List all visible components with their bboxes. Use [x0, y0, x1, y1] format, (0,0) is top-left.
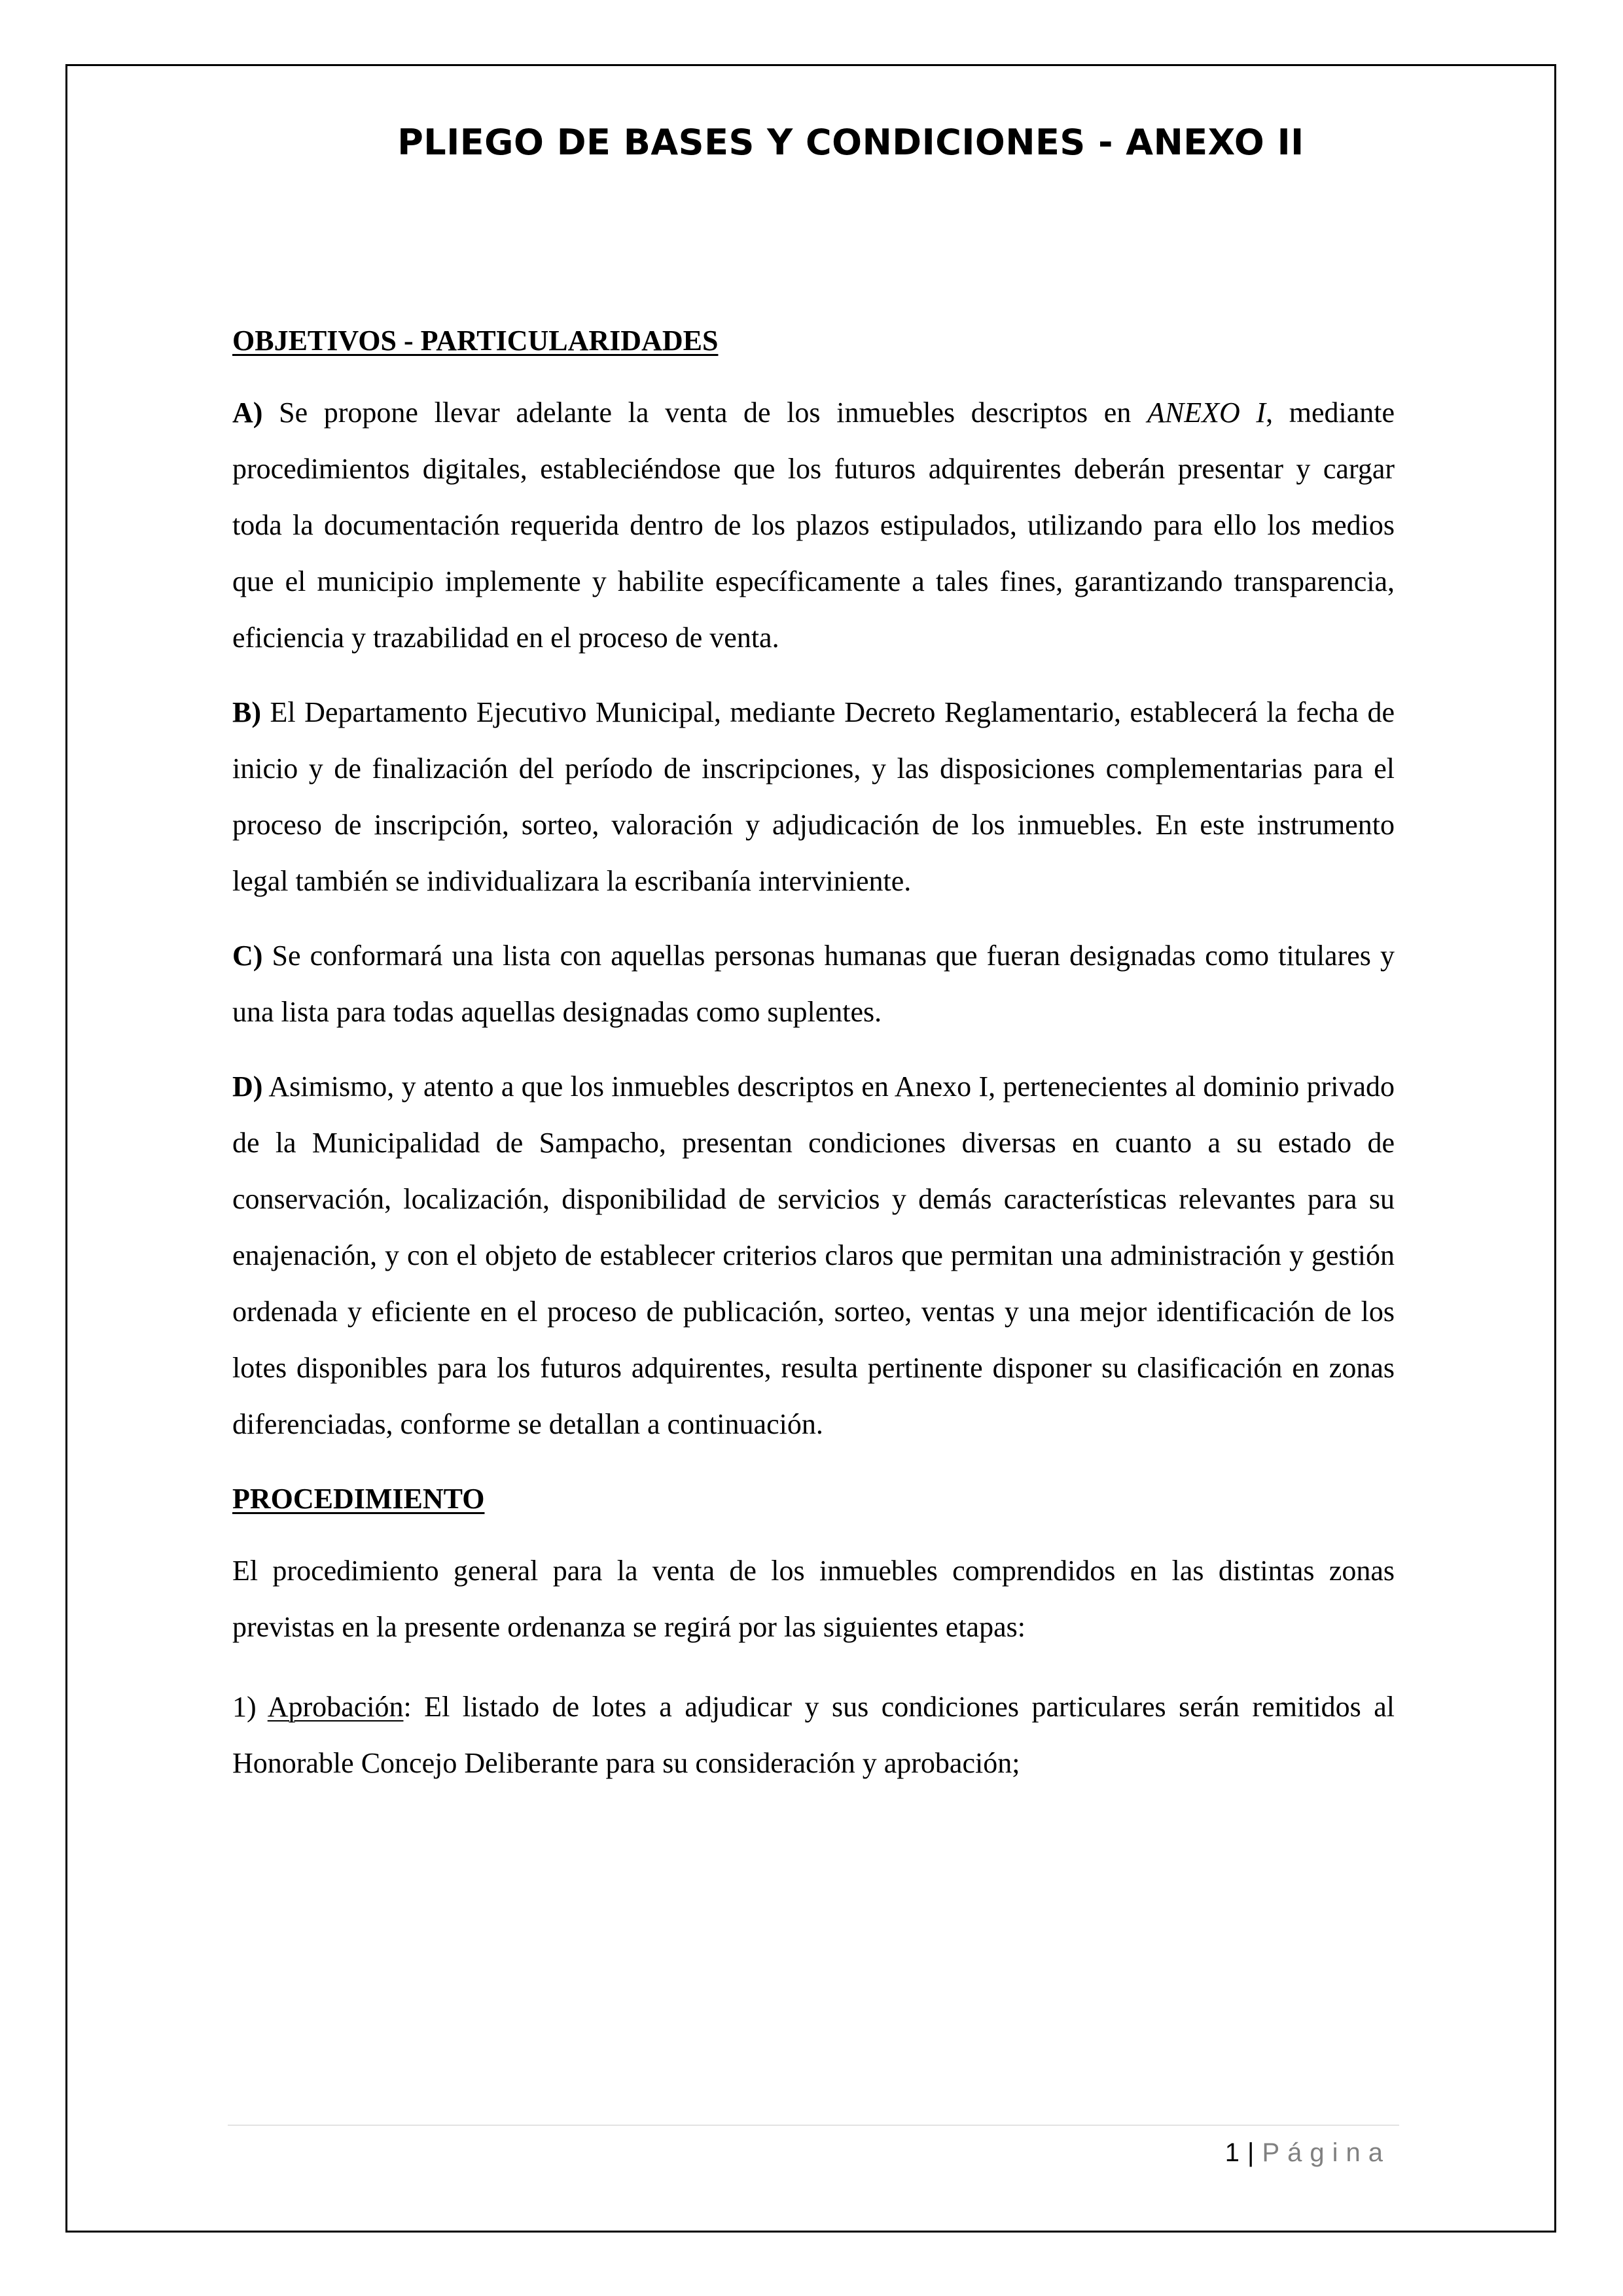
step-1 — [232, 1679, 1395, 1792]
paragraph-c — [232, 928, 1395, 1040]
procedure-intro: El procedimiento general para la venta de los inmuebles comprendidos en las distintas zonas previstas en la presente ordenanza se regirá por las siguientes etapas: — [232, 1555, 1395, 1643]
step-1-label: Aprobación — [267, 1691, 404, 1723]
paragraph-d-text: Asimismo, y atento a que los inmuebles descriptos en Anexo I, pertenecientes al dominio privado de la Municipalidad de Sampacho, presentan condiciones diversas en cuanto a su estado de conservación, localización, disponibilidad de servicios y demás características relevantes para su enajenación, y con el objeto de establecer criterios claros que permitan una administración y gestión ordenada y eficiente en el proceso de publicación, sorteo, ventas y una mejor identificación de los lotes disponibles para los futuros adquirentes, resulta pertinente disponer su clasificación en zonas diferenciadas, conforme se detallan a continuación. — [232, 1070, 1395, 1440]
section-heading-objetivos: OBJETIVOS - PARTICULARIDADES — [232, 325, 719, 357]
paragraph-a-text-after: , mediante procedimientos digitales, estableciéndose que los futuros adquirentes deberán presentar y cargar toda la documentación requerida dentro de los plazos estipulados, utilizando para ello los medios que el municipio implemente y habilite específicamente a tales fines, garantizando transparencia, eficiencia y trazabilidad en el proceso de venta. — [232, 397, 1395, 654]
footer-rule — [228, 2125, 1399, 2126]
section-heading-procedimiento: PROCEDIMIENTO — [232, 1483, 485, 1515]
paragraph-d — [232, 1059, 1395, 1453]
paragraph-c-text: Se conformará una lista con aquellas personas humanas que fueran designadas como titulares y una lista para todas aquellas designadas como suplentes. — [232, 940, 1395, 1028]
page-label: Página — [1262, 2138, 1391, 2167]
paragraph-b-text: El Departamento Ejecutivo Municipal, mediante Decreto Reglamentario, establecerá la fecha de inicio y de finalización del período de inscripciones, y las disposiciones complementarias para el proceso de inscripción, sorteo, valoración y adjudicación de los inmuebles. En este instrumento legal también se individualizara la escribanía interviniente. — [232, 696, 1395, 897]
document-title: PLIEGO DE BASES Y CONDICIONES - ANEXO II — [397, 122, 1304, 164]
document-body — [232, 313, 1395, 1810]
paragraph-c-label: C) — [232, 940, 263, 972]
paragraph-a — [232, 385, 1395, 666]
paragraph-d-label: D) — [232, 1070, 263, 1103]
step-1-number: 1) — [232, 1691, 268, 1723]
paragraph-a-label: A) — [232, 397, 263, 429]
footer-separator: | — [1247, 2138, 1255, 2167]
paragraph-a-text-before: Se propone llevar adelante la venta de los inmuebles descriptos en — [262, 397, 1147, 429]
page-footer — [982, 2134, 1391, 2171]
paragraph-b — [232, 684, 1395, 910]
paragraph-a-emphasis: ANEXO I — [1147, 397, 1266, 429]
paragraph-b-label: B) — [232, 696, 261, 728]
step-1-text: : El listado de lotes a adjudicar y sus condiciones particulares serán remitidos al Honorable Concejo Deliberante para su consideración y aprobación; — [232, 1691, 1395, 1779]
page-number: 1 — [1224, 2138, 1240, 2167]
